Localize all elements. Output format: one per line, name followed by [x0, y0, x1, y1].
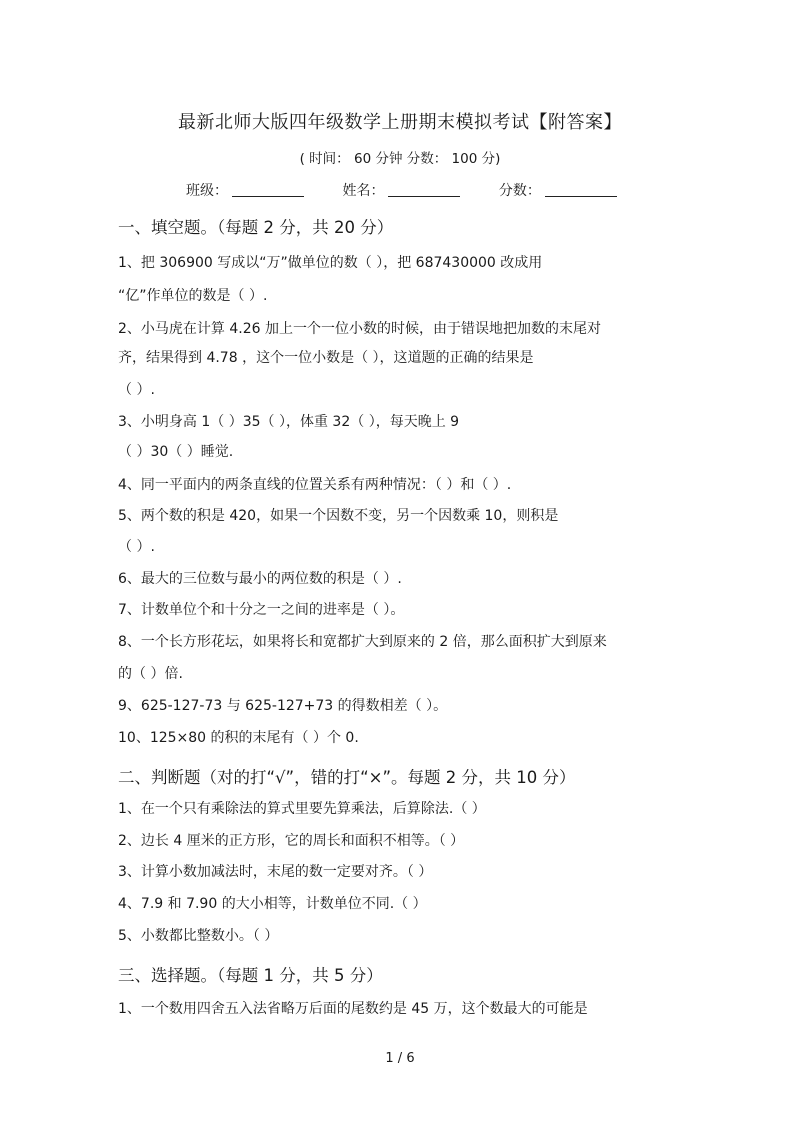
question-line: 2、小马虎在计算 4.26 加上一个一位小数的时候，由于错误地把加数的末尾对 — [118, 321, 601, 337]
page-title: 最新北师大版四年级数学上册期末模拟考试【附答案】 — [178, 112, 622, 133]
question-line: （ ）. — [118, 539, 155, 555]
question-line: 4、同一平面内的两条直线的位置关系有两种情况：（ ）和（ ）. — [118, 477, 512, 493]
score-label: 分数： — [498, 183, 541, 199]
name-label: 姓名： — [342, 183, 385, 199]
question-line: 6、最大的三位数与最小的两位数的积是（ ）. — [118, 571, 402, 587]
name-blank[interactable] — [388, 182, 460, 197]
class-blank[interactable] — [232, 182, 304, 197]
question-line: 2、边长 4 厘米的正方形，它的周长和面积不相等。（ ） — [118, 833, 465, 849]
question-line: （ ）. — [118, 382, 155, 398]
page-number: 1 / 6 — [385, 1051, 415, 1066]
question-line: 9、625-127-73 与 625-127+73 的得数相差（ ）。 — [118, 698, 448, 714]
question-line: 3、小明身高 1（ ）35（ ），体重 32（ ），每天晚上 9 — [118, 414, 460, 430]
question-line: 齐，结果得到 4.78 ，这个一位小数是（ ），这道题的正确的结果是 — [118, 350, 534, 366]
question-line: 10、125×80 的积的末尾有（ ）个 0. — [118, 730, 359, 746]
question-line: 1、把 306900 写成以“万”做单位的数（ ），把 687430000 改成用 — [118, 255, 543, 271]
question-line: 5、两个数的积是 420，如果一个因数不变，另一个因数乘 10，则积是 — [118, 508, 559, 524]
question-line: 8、一个长方形花坛，如果将长和宽都扩大到原来的 2 倍，那么面积扩大到原来 — [118, 634, 607, 650]
question-line: （ ）30（ ）睡觉. — [118, 444, 234, 460]
question-line: 1、一个数用四舍五入法省略万后面的尾数约是 45 万，这个数最大的可能是 — [118, 1001, 588, 1017]
section-heading: 一、填空题。（每题 2 分，共 20 分） — [118, 218, 394, 237]
question-line: 的（ ）倍. — [118, 666, 183, 682]
question-line: 5、小数都比整数小。（ ） — [118, 928, 279, 944]
score-blank[interactable] — [545, 182, 617, 197]
class-label: 班级： — [186, 183, 228, 199]
student-info-row — [186, 180, 617, 200]
question-line: 1、在一个只有乘除法的算式里要先算乘法，后算除法.（ ） — [118, 801, 486, 817]
question-line: “亿”作单位的数是（ ）. — [118, 288, 268, 304]
question-line: 7、计数单位个和十分之一之间的进率是（ ）。 — [118, 602, 405, 618]
section-heading: 二、判断题（对的打“√”，错的打“×”。每题 2 分，共 10 分） — [118, 768, 576, 787]
time-score-line: ( 时间： 60 分钟 分数： 100 分) — [299, 151, 501, 167]
section-heading: 三、选择题。（每题 1 分，共 5 分） — [118, 966, 383, 985]
question-line: 3、计算小数加减法时，末尾的数一定要对齐。（ ） — [118, 864, 433, 880]
question-line: 4、7.9 和 7.90 的大小相等，计数单位不同.（ ） — [118, 896, 427, 912]
